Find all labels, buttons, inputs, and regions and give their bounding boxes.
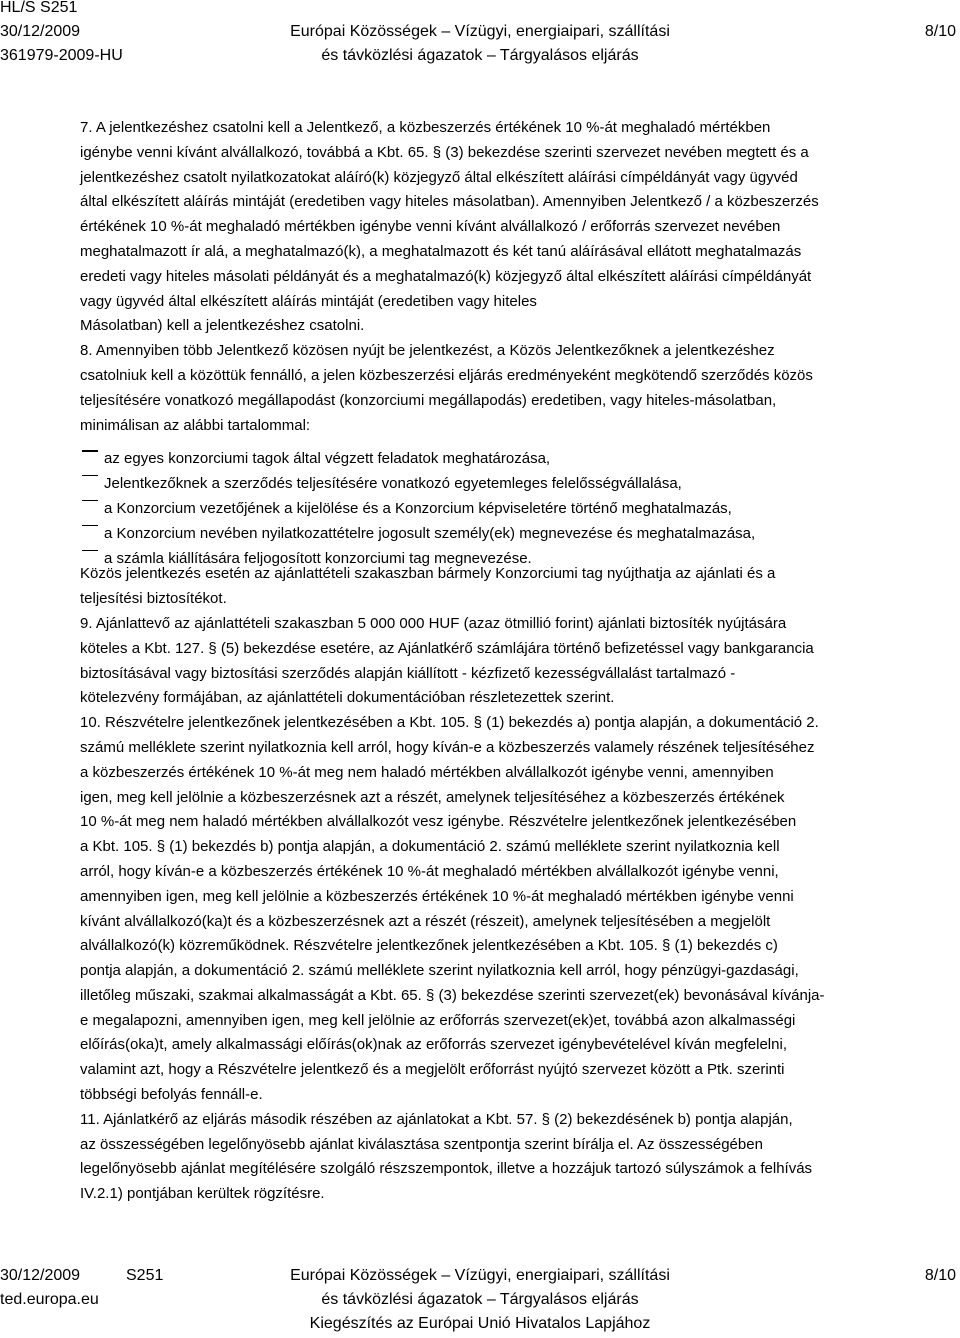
body-line: alvállalkozó(k) közreműködnek. Részvételre jelentkezőnek jelentkezésében a Kbt. 105. § (1) bekezdés c) bbox=[80, 937, 778, 955]
body-line: IV.2.1) pontjában kerültek rögzítésre. bbox=[80, 1185, 325, 1203]
body-line: köteles a Kbt. 127. § (5) bekezdése esetére, az Ajánlatkérő számlájára történő befizetéssel vagy bankgarancia bbox=[80, 639, 814, 657]
body-line: jelentkezéshez csatolt nyilatkozatokat aláíró(k) közjegyző által elkészített aláírási címpéldányát vagy ügyvéd bbox=[80, 168, 798, 186]
body-line: által elkészített aláírás mintáját (eredetiben vagy hiteles másolatban). Amennyiben Jelentkező / a közbeszerzés bbox=[80, 193, 819, 211]
dash-bullet bbox=[80, 488, 104, 513]
body-line: kötelezvény formájában, az ajánlattételi dokumentációban részletezettek szerint. bbox=[80, 689, 615, 707]
footer-site-link[interactable]: ted.europa.eu bbox=[0, 1291, 99, 1308]
dash-bullet bbox=[80, 538, 104, 563]
header-oj-ref: HL/S S251 bbox=[0, 0, 78, 16]
body-line: pontja alapján, a dokumentáció 2. számú melléklete szerint nyilatkoznia kell arról, hogy pénzügyi-gazdasági, bbox=[80, 962, 799, 980]
footer-title-line2: és távközlési ágazatok – Tárgyalásos eljárás bbox=[321, 1291, 639, 1308]
dash-list-item bbox=[80, 538, 952, 567]
body-line: számú melléklete szerint nyilatkoznia kell arról, hogy kíván-e a közbeszerzés valamely részének teljesítéséhez bbox=[80, 738, 815, 756]
dash-item-text: az egyes konzorciumi tagok által végzett feladatok meghatározása, bbox=[104, 450, 551, 468]
footer-supplement-line: Kiegészítés az Európai Unió Hivatalos Lapjához bbox=[309, 1315, 651, 1332]
dash-item-text: a Konzorcium vezetőjének a kijelölése és a Konzorcium képviseletére történő meghatalmazás, bbox=[104, 499, 732, 517]
body-line: illetőleg műszaki, szakmai alkalmasságát a Kbt. 65. § (3) bekezdése szerinti szervezet(ek) bevonásával kívánja- bbox=[80, 986, 825, 1004]
body-line: Másolatban) kell a jelentkezéshez csatolni. bbox=[80, 317, 365, 335]
dash-list-item bbox=[80, 488, 952, 517]
footer-page-number: 8/10 bbox=[924, 1267, 956, 1284]
body-line: csatolniuk kell a közöttük fennálló, a jelen közbeszerzési eljárás eredményeként megkötendő szerződés közös bbox=[80, 366, 813, 384]
dash-bullet bbox=[80, 438, 104, 463]
body-line: igen, meg kell jelölnie a közbeszerzésnek azt a részét, amelynek teljesítéséhez a közbeszerzés értékének bbox=[80, 788, 785, 806]
body-line: biztosításával vagy biztosítási szerződés alapján kiállított - kézfizető kezességvállalást tartalmazó - bbox=[80, 664, 736, 682]
header-date: 30/12/2009 bbox=[0, 23, 81, 40]
footer-date: 30/12/2009 bbox=[0, 1267, 81, 1284]
body-line: 10. Részvételre jelentkezőnek jelentkezésében a Kbt. 105. § (1) bekezdés a) pontja alapján, a dokumentáció 2. bbox=[80, 714, 819, 732]
dash-list-item bbox=[80, 513, 952, 542]
body-line: valamint azt, hogy a Részvételre jelentkező és a megjelölt erőforrást nyújtó szervezet között a Ptk. szerinti bbox=[80, 1061, 785, 1079]
body-line: a Kbt. 105. § (1) bekezdés b) pontja alapján, a dokumentáció 2. számú melléklete szerint nyilatkoznia kell bbox=[80, 838, 780, 856]
body-line: többségi befolyás fennáll-e. bbox=[80, 1086, 263, 1104]
dash-list-item bbox=[80, 463, 952, 492]
body-line: Közös jelentkezés esetén az ajánlattételi szakaszban bármely Konzorciumi tag nyújthatja az ajánlati és a bbox=[80, 565, 776, 583]
body-line: 8. Amennyiben több Jelentkező közösen nyújt be jelentkezést, a Közös Jelentkezőknek a jelentkezéshez bbox=[80, 342, 775, 360]
body-line: 10 %-át meg nem haladó mértékben alvállalkozót vesz igénybe. Részvételre jelentkezőnek jelentkezésében bbox=[80, 813, 797, 831]
header-title-line2: és távközlési ágazatok – Tárgyalásos eljárás bbox=[321, 47, 639, 64]
body-line: teljesítésére vonatkozó megállapodást (konzorciumi megállapodás) eredetiben, vagy hiteles-másolatban, bbox=[80, 391, 777, 409]
body-line: arról, hogy kíván-e a közbeszerzés értékének 10 %-át meghaladó mértékben alvállalkozót igénybe venni, bbox=[80, 862, 779, 880]
body-line: 11. Ajánlatkérő az eljárás második részében az ajánlatokat a Kbt. 57. § (2) bekezdésének b) pontja alapján, bbox=[80, 1110, 793, 1128]
body-line: igénybe venni kívánt alvállalkozó, továbbá a Kbt. 65. § (3) bekezdése szerinti szervezet nevében megtett és a bbox=[80, 143, 809, 161]
dash-item-text: a számla kiállítására feljogosított konzorciumi tag megnevezése. bbox=[104, 549, 532, 567]
dash-list-item bbox=[80, 438, 952, 468]
body-line: amennyiben igen, meg kell jelölnie a közbeszerzés értékének 10 %-át meghaladó mértékben igénybe venni bbox=[80, 887, 794, 905]
body-line: 7. A jelentkezéshez csatolni kell a Jelentkező, a közbeszerzés értékének 10 %-át meghaladó mértékben bbox=[80, 119, 771, 136]
dash-item-text: Jelentkezőknek a szerződés teljesítésére vonatkozó egyetemleges felelősségvállalása, bbox=[104, 474, 682, 492]
body-line: eredeti vagy hiteles másolati példányát és a meghatalmazó(k) közjegyző által elkészített aláírási címpéldányát bbox=[80, 267, 812, 285]
footer-series: S251 bbox=[126, 1267, 164, 1284]
body-line: legelőnyösebb ajánlat megítélésére szolgáló részszempontok, illetve a hozzájuk tartozó súlyszámok a felhívás bbox=[80, 1160, 813, 1178]
header-notice-id: 361979-2009-HU bbox=[0, 47, 123, 64]
body-line: teljesítési biztosítékot. bbox=[80, 590, 227, 608]
dash-item-text: a Konzorcium nevében nyilatkozattételre jogosult személy(ek) megnevezése és meghatalmazása, bbox=[104, 524, 756, 542]
body-line: előírás(oka)t, amely alkalmassági előírás(ok)nak az erőforrás szervezet igénybevételével kíván megfelelni, bbox=[80, 1036, 787, 1054]
body-line: a közbeszerzés értékének 10 %-át meg nem haladó mértékben alvállalkozót igénybe venni, amennyiben bbox=[80, 763, 774, 781]
body-line: vagy ügyvéd által elkészített aláírás mintáját (eredetiben vagy hiteles bbox=[80, 292, 537, 310]
body-line: meghatalmazott ír alá, a meghatalmazó(k), a meghatalmazott és két tanú aláírásával ellátott meghatalmazás bbox=[80, 242, 802, 260]
body-line: az összességében legelőnyösebb ajánlat kiválasztása szentpontja szerint bírálja el. Az összességében bbox=[80, 1135, 763, 1153]
body-line: e megalapozni, amennyiben igen, meg kell jelölnie az erőforrás szervezet(ek)et, továbbá azon alkalmasségi bbox=[80, 1011, 796, 1029]
document-body bbox=[80, 116, 952, 1207]
body-line: kívánt alvállalkozó(ka)t és a közbeszerzésnek azt a részét (részeit), amelynek teljesítésében a megjelölt bbox=[80, 912, 771, 930]
body-line: minimálisan az alábbi tartalommal: bbox=[80, 416, 311, 434]
body-line: értékének 10 %-át meghaladó mértékben igénybe venni kívánt alvállalkozó / erőforrás szervezet nevében bbox=[80, 218, 781, 236]
footer-title-line1: Európai Közösségek – Vízügyi, energiaipari, szállítási bbox=[290, 1267, 670, 1284]
header-page-number: 8/10 bbox=[924, 23, 956, 40]
body-line: 9. Ajánlattevő az ajánlattételi szakaszban 5 000 000 HUF (azaz ötmillió forint) ajánlati biztosíték nyújtására bbox=[80, 614, 787, 632]
dash-bullet bbox=[80, 513, 104, 538]
dash-bullet bbox=[80, 463, 104, 488]
header-title-line1: Európai Közösségek – Vízügyi, energiaipari, szállítási bbox=[290, 23, 670, 40]
